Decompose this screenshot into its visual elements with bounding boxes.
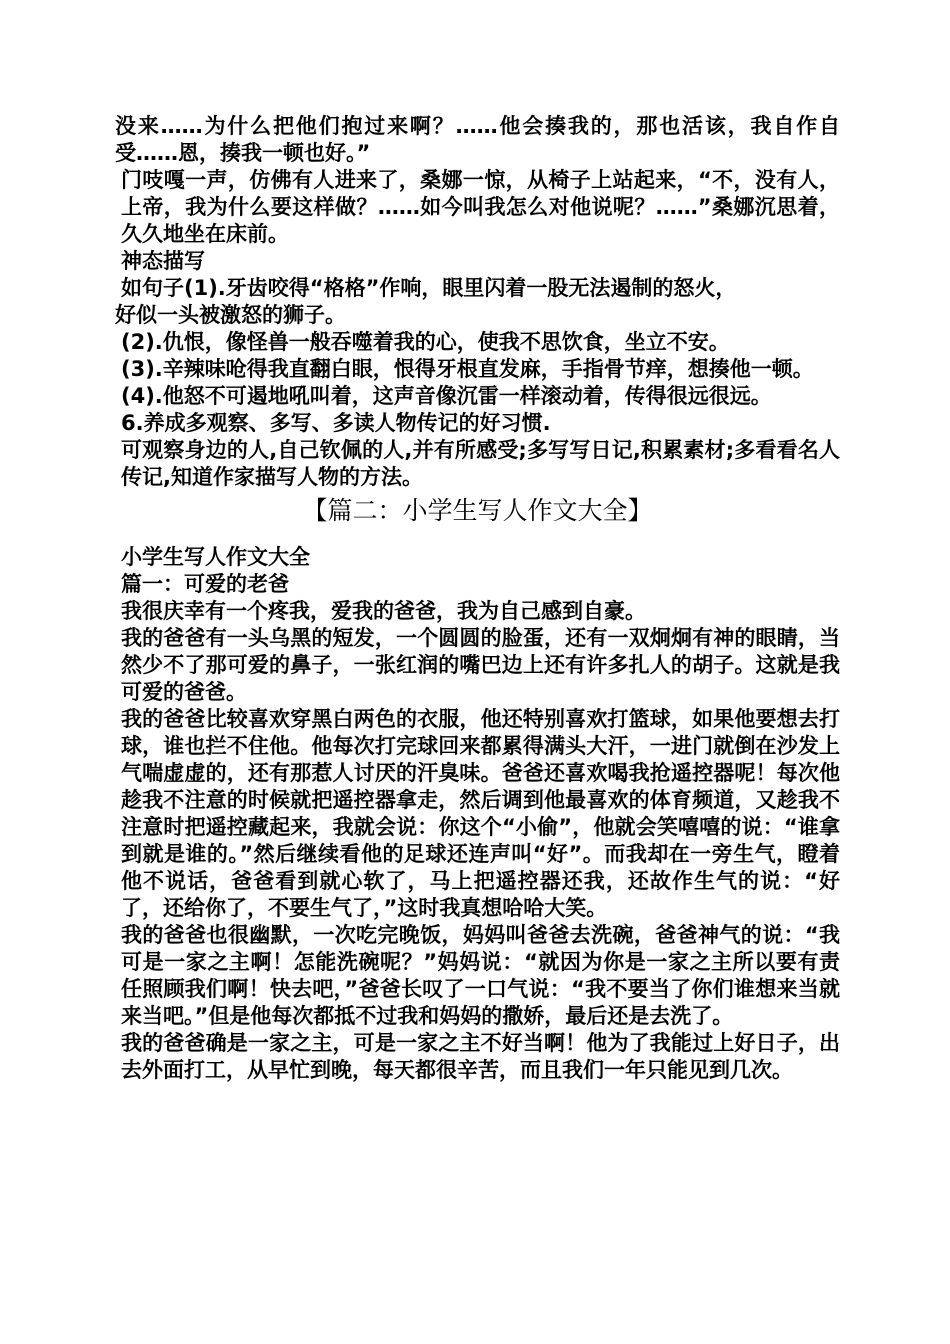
example-sentence: (3).辛辣味呛得我直翻白眼，恨得牙根直发麻，手指骨节痒，想揍他一顿。: [121, 357, 814, 381]
example-sentence-continued: 好似一头被激怒的狮子。: [115, 303, 346, 327]
example-sentence: (4).他怒不可遏地吼叫着，这声音像沉雷一样滚动着，传得很远很远。: [121, 384, 772, 408]
paragraph: 我很庆幸有一个疼我，爱我的爸爸，我为自己感到自豪。: [121, 599, 646, 623]
section-title: 【篇二：小学生写人作文大全】: [302, 496, 653, 525]
paragraph: 我的爸爸比较喜欢穿黑白两色的衣服，他还特别喜欢打篮球，如果他要想去打球，谁也拦不住他。他每次打完球回来都累得满头大汗，一进门就倒在沙发上气喘虚虚的，还有那惹人讨厌的汗臭味。爸爸还喜欢喝我抢遥控器呢！每次他趁我不注意的时候就把遥控器拿走，然后调到他最喜欢的体育频道，又趁我不注意时把遥控藏起来，我就会说：你这个“小偷”，他就会笑嘻嘻的说：“谁拿到就是谁的。”然后继续看他的足球还连声叫“好”。而我却在一旁生气，瞪着他不说话，爸爸看到就心软了，马上把遥控器还我，还故作生气的说：“好了，还给你了，不要生气了，”这时我真想哈哈大笑。: [121, 707, 840, 920]
document-page: [115, 113, 840, 1084]
paragraph: 门吱嘎一声，仿佛有人进来了，桑娜一惊，从椅子上站起来，“不，没有人，上帝，我为什么要这样做？……如今叫我怎么对他说呢？……”桑娜沉思着，久久地坐在床前。: [121, 168, 840, 246]
paragraph: 我的爸爸确是一家之主，可是一家之主不好当啊！他为了我能过上好日子，出去外面打工，从早忙到晚，每天都很辛苦，而且我们一年只能见到几次。: [121, 1031, 840, 1082]
tip-heading: 6.养成多观察、多写、多读人物传记的好习惯.: [121, 411, 551, 435]
subheading: 神态描写: [121, 249, 205, 273]
paragraph: 我的爸爸有一头乌黑的短发，一个圆圆的脸蛋，还有一双炯炯有神的眼睛，当然少不了那可爱的鼻子，一张红润的嘴巴边上还有许多扎人的胡子。这就是我可爱的爸爸。: [121, 626, 840, 704]
article-heading: 小学生写人作文大全: [121, 545, 310, 569]
example-sentence: (2).仇恨，像怪兽一般吞噬着我的心，使我不思饮食，坐立不安。: [121, 330, 730, 354]
paragraph: 可观察身边的人,自己钦佩的人,并有所感受;多写写日记,积累素材;多看看名人传记,知道作家描写人物的方法。: [121, 438, 840, 489]
example-sentence: 如句子(1).牙齿咬得“格格”作响，眼里闪着一股无法遏制的怒火，: [121, 276, 737, 300]
paragraph: 没来……为什么把他们抱过来啊？……他会揍我的，那也活该，我自作自受……恩，揍我一顿也好。”: [115, 114, 840, 165]
paragraph: 我的爸爸也很幽默，一次吃完晚饭，妈妈叫爸爸去洗碗，爸爸神气的说：“我可是一家之主啊！怎能洗碗呢？”妈妈说：“就因为你是一家之主所以要有责任照顾我们啊！快去吧，”爸爸长叹了一口气说：“我不要当了你们谁想来当就来当吧。”但是他每次都抵不过我和妈妈的撒娇，最后还是去洗了。: [121, 923, 840, 1028]
essay-title: 篇一：可爱的老爸: [121, 572, 289, 596]
